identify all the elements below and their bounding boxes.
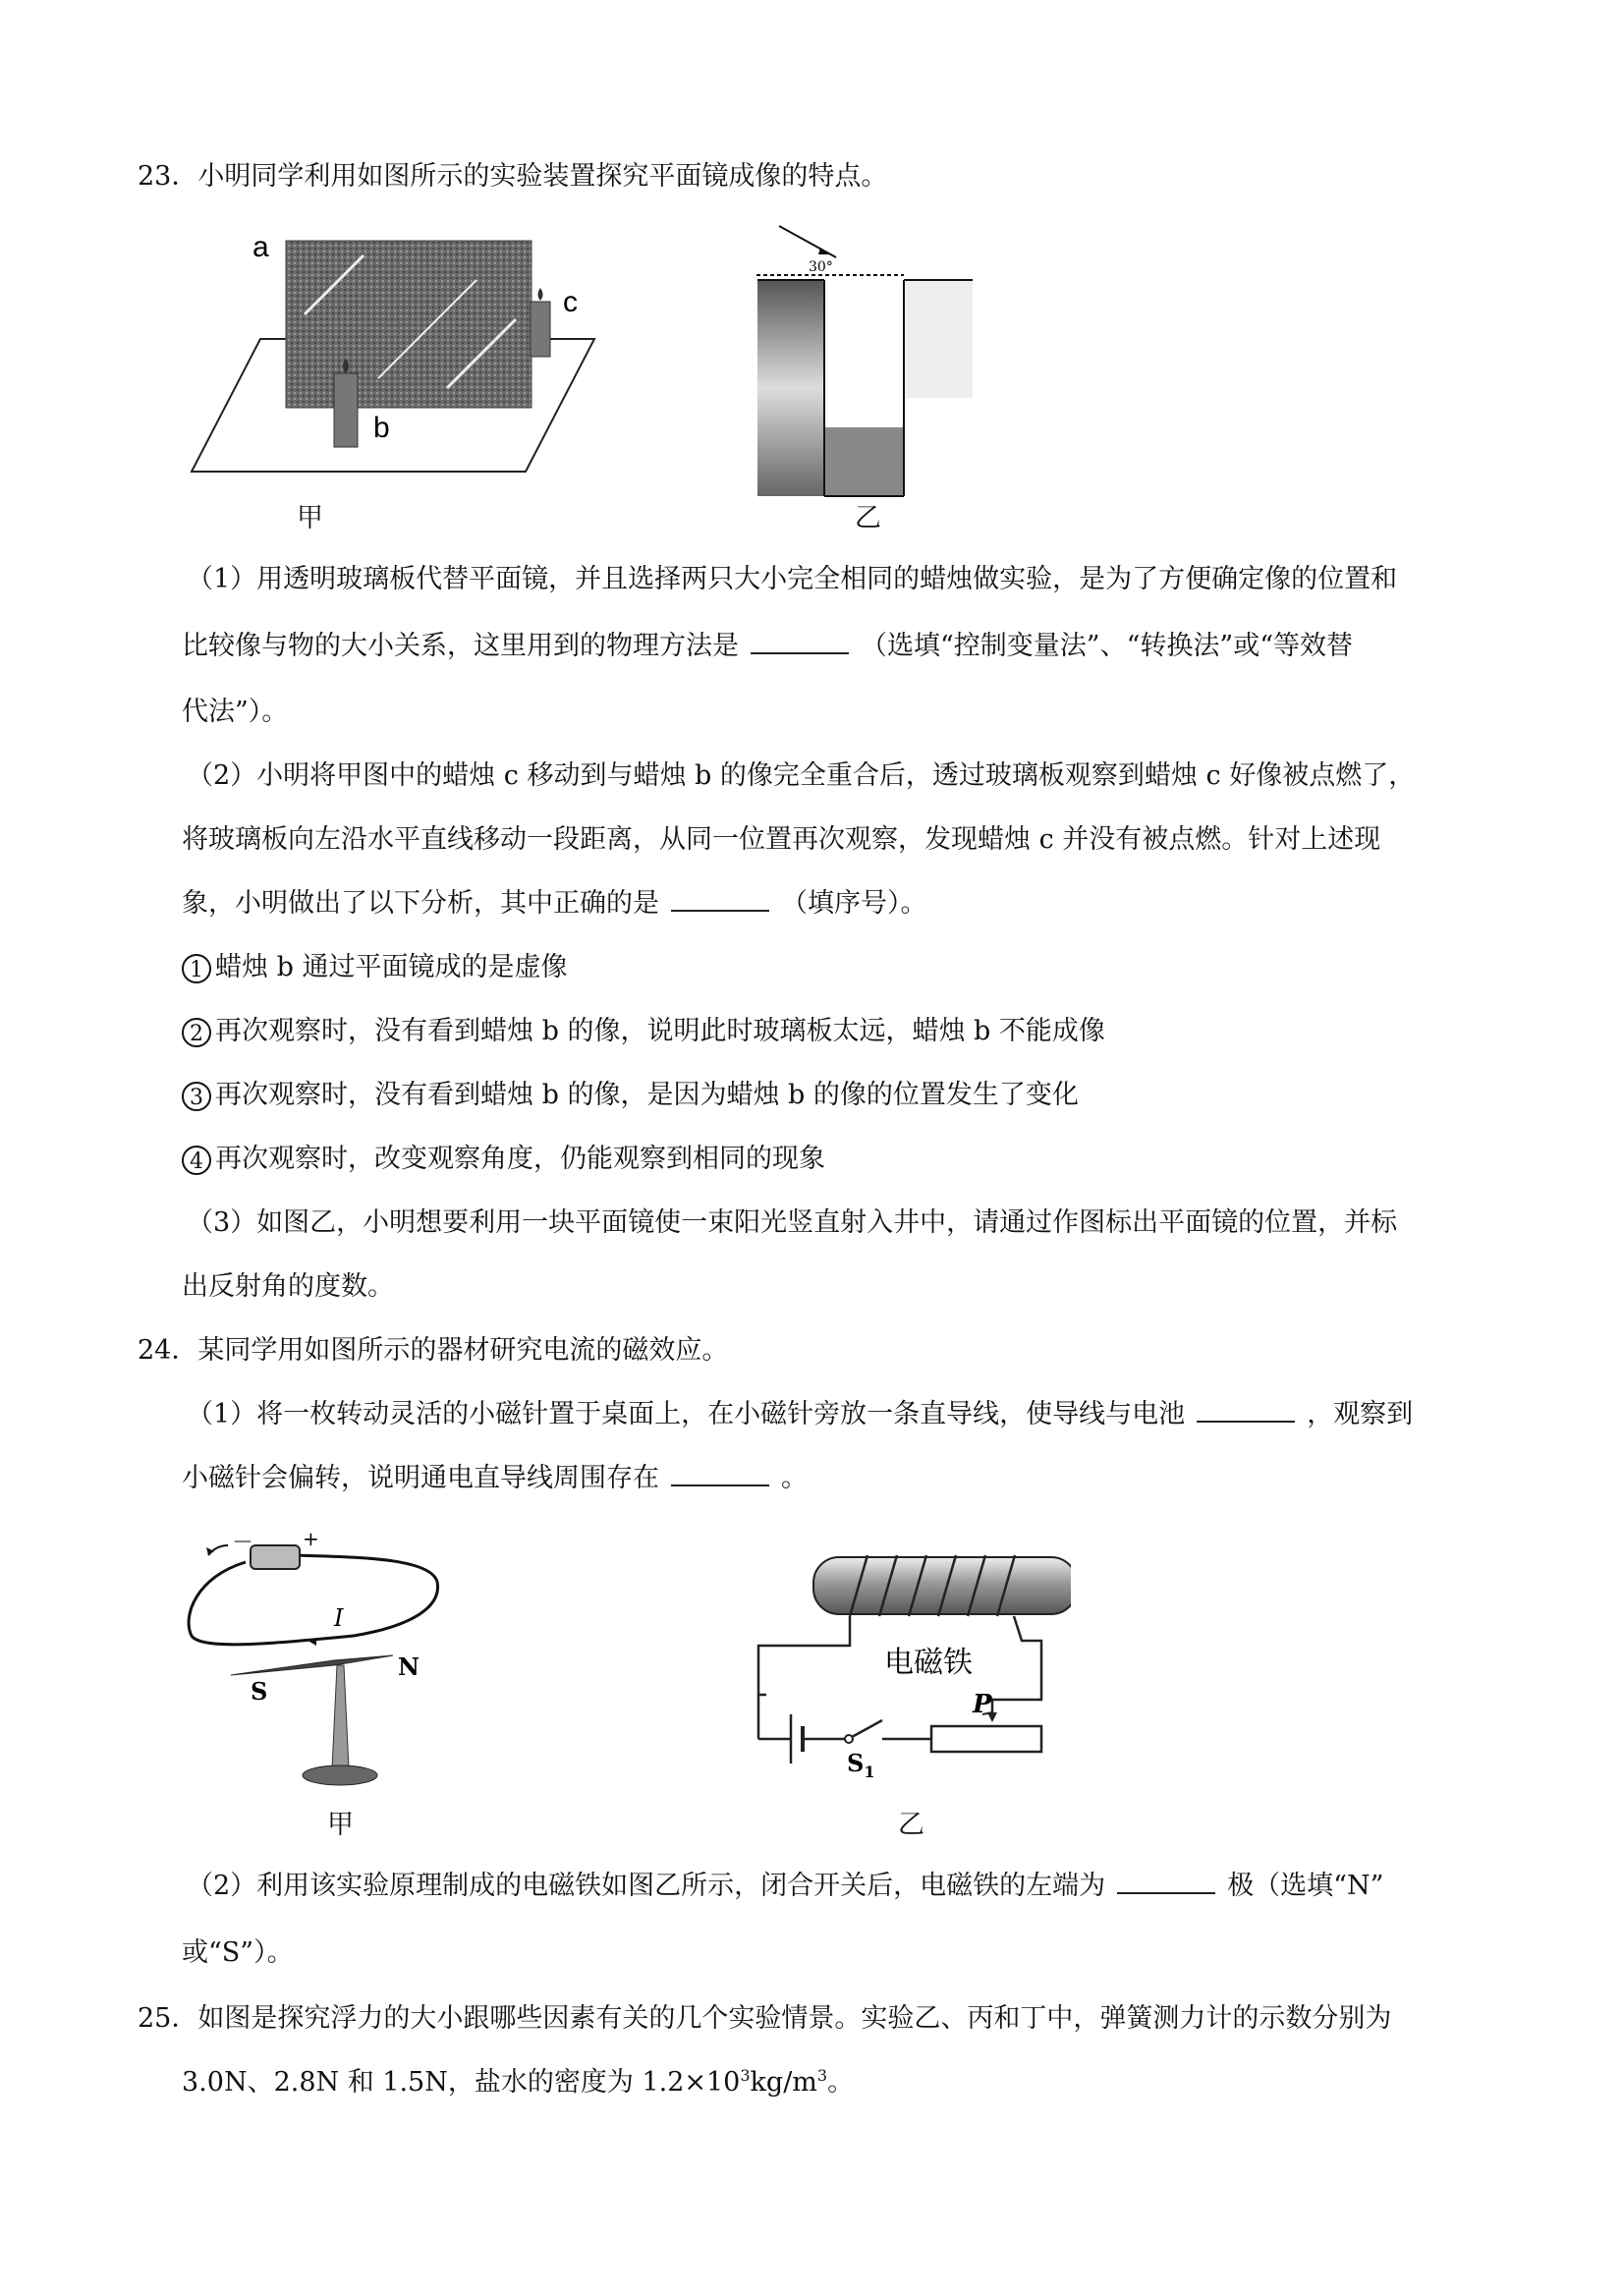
q23-p1-line3: 代法”）。 xyxy=(182,697,289,727)
label-a: a xyxy=(252,231,269,263)
q23-p1-line2: 比较像与物的大小关系，这里用到的物理方法是 （选填“控制变量法”、“转换法”或“等效替 xyxy=(182,627,1353,666)
q23-option-3: 3 再次观察时，没有看到蜡烛 b 的像，是因为蜡烛 b 的像的位置发生了变化 xyxy=(182,1076,1079,1115)
q24-figure-yi xyxy=(747,1538,1071,1788)
p-label: P xyxy=(973,1690,992,1719)
q23-caption-jia: 甲 xyxy=(297,503,323,533)
q23-option-2: 2 再次观察时，没有看到蜡烛 b 的像，说明此时玻璃板太远，蜡烛 b 不能成像 xyxy=(182,1012,1105,1051)
q24-p2-line1: （2）利用该实验原理制成的电磁铁如图乙所示，闭合开关后，电磁铁的左端为 极（选填“N” xyxy=(187,1867,1383,1906)
q23-stem: 23．小明同学利用如图所示的实验装置探究平面镜成像的特点。 xyxy=(138,161,888,192)
q23-p2-line3: 象，小明做出了以下分析，其中正确的是 （填序号）。 xyxy=(182,884,927,924)
q23-p2-line1: （2）小明将甲图中的蜡烛 c 移动到与蜡烛 b 的像完全重合后，透过玻璃板观察到蜡烛 c 好像被点燃了， xyxy=(187,760,1416,791)
n-pole-label: N xyxy=(398,1652,420,1681)
q23-caption-yi: 乙 xyxy=(855,503,881,533)
q23-p3-line2: 出反射角的度数。 xyxy=(182,1271,394,1302)
q25-line1: 25．如图是探究浮力的大小跟哪些因素有关的几个实验情景。实验乙、丙和丁中，弹簧测力计的示数分别为 xyxy=(138,2003,1392,2034)
current-label: I xyxy=(334,1604,344,1632)
s1-label: $S_1$ xyxy=(847,1749,875,1781)
angle-label: 30° xyxy=(809,259,833,275)
electromagnet-label: 电磁铁 xyxy=(884,1646,973,1680)
q23-p2-line2: 将玻璃板向左沿水平直线移动一段距离，从同一位置再次观察，发现蜡烛 c 并没有被点燃。针对上述现 xyxy=(182,824,1381,855)
q24-blank-3[interactable] xyxy=(1117,1867,1215,1894)
label-b: b xyxy=(373,412,390,444)
q23-option-1: 1 蜡烛 b 通过平面镜成的是虚像 xyxy=(182,948,567,987)
q23-figure-jia xyxy=(182,221,614,535)
q23-option-4: 4 再次观察时，改变观察角度，仍能观察到相同的现象 xyxy=(182,1140,825,1179)
q24-p1-line2: 小磁针会偏转，说明通电直导线周围存在 。 xyxy=(182,1459,808,1498)
q25-line2: 3.0N、2.8N 和 1.5N，盐水的密度为 $1.2\times 10^3kg/m^3$。 xyxy=(182,2066,855,2098)
q24-p2-line2: 或“S”）。 xyxy=(182,1937,294,1968)
label-c: c xyxy=(563,286,578,318)
q23-p1-line1: （1）用透明玻璃板代替平面镜，并且选择两只大小完全相同的蜡烛做实验，是为了方便确定像的位置和 xyxy=(187,564,1398,594)
q23-figure-yi xyxy=(742,221,987,506)
minus-label: － xyxy=(232,1531,254,1555)
q24-blank-1[interactable] xyxy=(1197,1395,1295,1423)
q24-figure-jia xyxy=(177,1528,462,1803)
q23-blank-1[interactable] xyxy=(751,627,849,654)
q24-blank-2[interactable] xyxy=(671,1459,769,1486)
q24-stem: 24．某同学用如图所示的器材研究电流的磁效应。 xyxy=(138,1335,729,1366)
q23-blank-2[interactable] xyxy=(671,884,769,912)
s-pole-label: S xyxy=(251,1677,268,1706)
q24-caption-yi: 乙 xyxy=(898,1810,924,1840)
plus-label: + xyxy=(303,1528,319,1550)
q24-p1-line1: （1）将一枚转动灵活的小磁针置于桌面上，在小磁针旁放一条直导线，使导线与电池 ，观察到 xyxy=(187,1395,1413,1434)
q24-caption-jia: 甲 xyxy=(327,1810,354,1840)
q23-p3-line1: （3）如图乙，小明想要利用一块平面镜使一束阳光竖直射入井中，请通过作图标出平面镜的位置，并标 xyxy=(187,1207,1398,1238)
